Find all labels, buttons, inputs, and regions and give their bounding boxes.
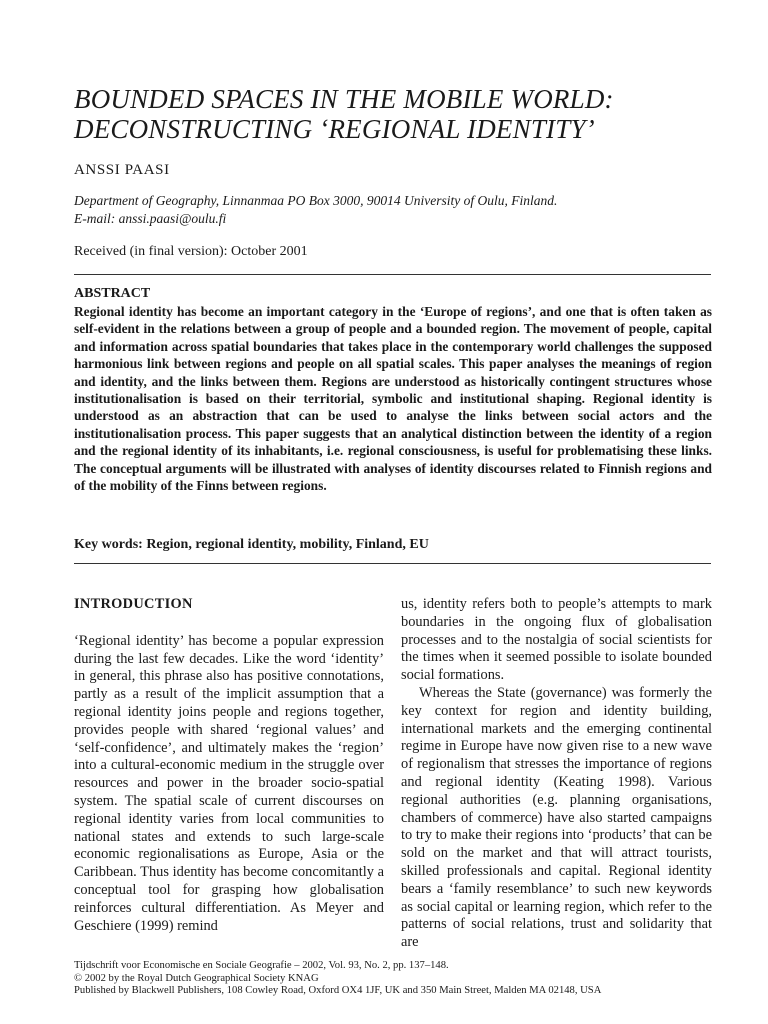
author-name: ANSSI PAASI — [74, 162, 170, 178]
author-affiliation — [74, 192, 714, 228]
received-date: Received (in final version): October 2001 — [74, 244, 308, 259]
keywords: Key words: Region, regional identity, mobility, Finland, EU — [74, 537, 429, 552]
journal-footer — [74, 960, 601, 998]
title-line-1: BOUNDED SPACES IN THE MOBILE WORLD: — [74, 84, 614, 114]
footer-copyright: © 2002 by the Royal Dutch Geographical Society KNAG — [74, 972, 319, 984]
affiliation-address: Department of Geography, Linnanmaa PO Box 3000, 90014 University of Oulu, Finland. — [74, 193, 558, 208]
section-heading-introduction: INTRODUCTION — [74, 596, 193, 612]
article-title — [74, 84, 714, 144]
abstract-text: Regional identity has become an important category in the ‘Europe of regions’, and one that is often taken as self-evident in the relations between a group of people and a bounded region. The movement of people, capital and information across spatial boundaries that takes place in the contemporary world challenges the supposed harmonious link between regions and people on all spatial scales. This paper analyses the meanings of region and identity, and the links between them. Regions are understood as historically contingent structures whose institutionalisation is based on their territorial, symbolic and institutional shaping. Regional identity is understood as an abstraction that can be used to analyse the links between social actors and the institutionalisation process. This paper suggests that an analytical distinction between the identity of a region and the regional identity of its inhabitants, i.e. regional consciousness, is useful for problematising these links. The conceptual arguments will be illustrated with analyses of identity discourses related to Finnish regions and of the mobility of the Finns between regions. — [74, 304, 712, 494]
paragraph: us, identity refers both to people’s attempts to mark boundaries in the ongoing flux of globalisation processes and to the nostalgia of social scientists for the times when it seemed possible to isolate bounded social formations. — [401, 596, 712, 684]
footer-citation: Tijdschrift voor Economische en Sociale Geografie – 2002, Vol. 93, No. 2, pp. 137–148. — [74, 960, 449, 971]
abstract-heading: ABSTRACT — [74, 286, 151, 301]
body-column-right — [401, 596, 712, 952]
divider-top — [74, 274, 711, 275]
paragraph: Whereas the State (governance) was formerly the key context for region and identity building, international markets and the emerging continental regime in Europe have now given rise to a new wave of regionalism that stresses the importance of regions and regional identity (Keating 1998). Various regional authorities (e.g. planning organisations, chambers of commerce) have also started campaigns to try to make their regions into ‘products’ that can be sold on the market and that will attract tourists, skilled professionals and capital. Regional identity bears a ‘family resemblance’ to such new keywords as social capital or learning region, which refer to the patterns of social relations, trust and solidarity that are — [401, 684, 712, 951]
footer-publisher: Published by Blackwell Publishers, 108 Cowley Road, Oxford OX4 1JF, UK and 350 Main Street, Malden MA 02148, USA — [74, 985, 602, 997]
divider-bottom — [74, 563, 711, 564]
title-line-2: DECONSTRUCTING ‘REGIONAL IDENTITY’ — [74, 114, 595, 144]
paragraph: ‘Regional identity’ has become a popular expression during the last few decades. Like the word ‘identity’ in general, this phrase also has positive connotations, partly as a result of the implicit assumption that a regional identity joins people and regions together, provides people with shared ‘regional values’ and ‘self-confidence’, and ultimately makes the ‘region’ into a cultural-economic medium in the struggle over resources and power in the broader socio-spatial system. The spatial scale of current discourses on regional identity varies from local communities to national states and extends to such large-scale economic regionalisations as Europe, Asia or the Caribbean. Thus identity has become concomitantly a conceptual tool for grasping how globalisation reinforces cultural differentiation. As Meyer and Geschiere (1999) remind — [74, 632, 384, 934]
affiliation-email: E-mail: anssi.paasi@oulu.fi — [74, 211, 227, 226]
body-column-left — [74, 596, 384, 935]
